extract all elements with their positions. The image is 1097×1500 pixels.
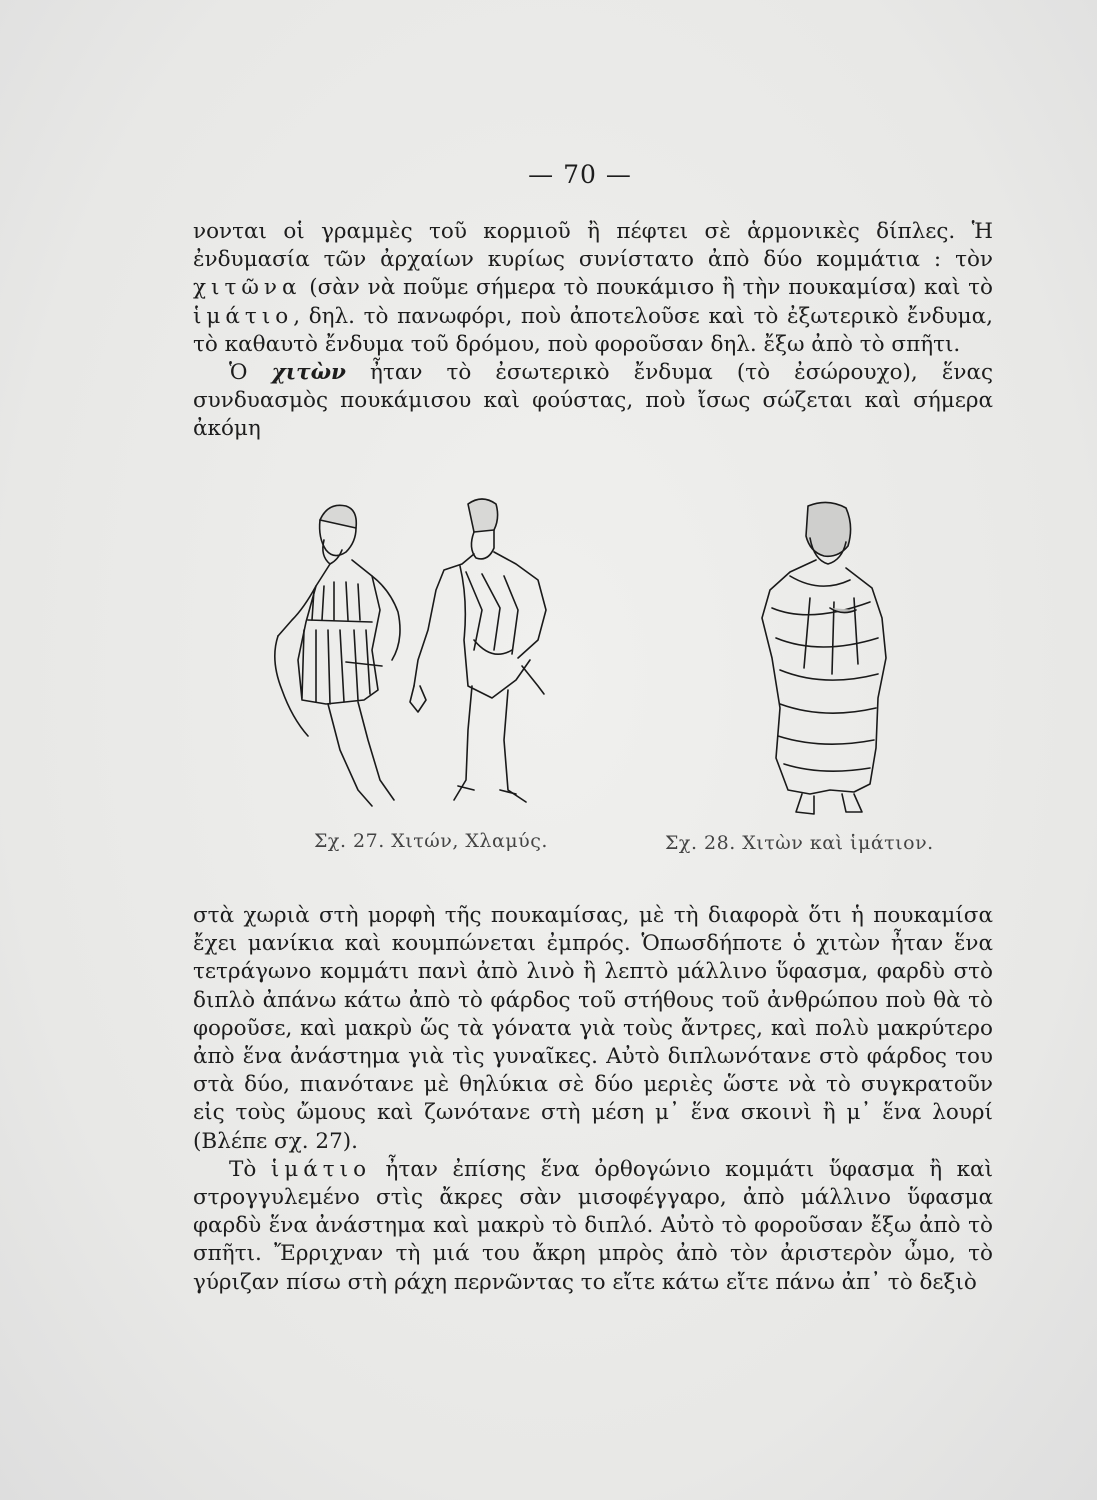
text-span: ἦταν ἐπίσης ἕνα ὀρθογώνιο κομμάτι ὕφασμα ἢ καὶ στρογγυλεμένο στὶς ἄκρες σὰν μισοφέγγαρο, ἀπὸ μάλλινο ὕφασμα φαρδὺ ἕνα ἀνάστημα καὶ μακρὺ τὸ διπλό. Αὐτὸ τὸ φοροῦσαν ἔξω ἀπὸ τὸ σπῆτι. Ἔρριχναν τὴ μιά του ἄκρη μπρὸς ἀπὸ τὸν ἀριστερὸν ὦμο, τὸ γύριζαν πίσω στὴ ράχη περνῶντας το εἴτε κάτω εἴτε πάνω ἀπ᾽ τὸ δεξιὸ xyxy=(193,1156,993,1295)
chiton-himation-drawing xyxy=(750,498,900,818)
chiton-chlamys-drawing xyxy=(268,490,558,820)
paragraph-himation xyxy=(193,1156,993,1297)
text-span: , δηλ. τὸ πανωφόρι, ποὺ ἀποτελοῦσε καὶ τὸ ἐξωτερικὸ ἔνδυμα, τὸ καθαυτὸ ἔνδυμα τοῦ δρόμου, ποὺ φοροῦσαν δηλ. ἔξω ἀπὸ τὸ σπῆτι. xyxy=(193,303,993,357)
figure-27-illustration xyxy=(268,490,558,820)
text-span: Ὁ xyxy=(229,360,272,386)
text-span: ἦταν τὸ ἐσωτερικὸ ἔνδυμα (τὸ ἐσώρουχο), ἕνας συνδυασμὸς πουκάμισου καὶ φούστας, ποὺ ἴσως σώζεται καὶ σήμερα ἀκόμη xyxy=(193,360,994,442)
text-span: Τὸ xyxy=(229,1156,271,1182)
bottom-text-block xyxy=(193,902,993,1297)
text-span: (σὰν νὰ ποῦμε σήμερα τὸ πουκάμισο ἢ τὴν πουκαμίσα) καὶ τὸ xyxy=(301,275,993,301)
figure-28-caption: Σχ. 28. Χιτὼν καὶ ἱμάτιον. xyxy=(665,832,934,854)
figure-28-illustration xyxy=(750,498,900,818)
term-chiton: χιτῶνα xyxy=(193,275,302,301)
page-number: — 70 — xyxy=(528,160,632,189)
paragraph-garments-intro xyxy=(193,218,993,359)
paragraph-chiton-continued: στὰ χωριὰ στὴ μορφὴ τῆς πουκαμίσας, μὲ τὴ διαφορὰ ὅτι ἡ πουκαμίσα ἔχει μανίκια καὶ κουμπώνεται ἐμπρός. Ὁπωσδήποτε ὁ χιτὼν ἦταν ἕνα τετράγωνο κομμάτι πανὶ ἀπὸ λινὸ ἢ λεπτὸ μάλλινο ὕφασμα, φαρδὺ στὸ διπλὸ ἀπάνω κάτω ἀπὸ τὸ φάρδος τοῦ στήθους τοῦ ἀνθρώπου ποὺ θὰ τὸ φοροῦσε, καὶ μακρὺ ὥς τὰ γόνατα γιὰ τοὺς ἄντρες, καὶ πολὺ μακρύτερο ἀπὸ ἕνα ἀνάστημα γιὰ τὶς γυναῖκες. Αὐτὸ διπλωνότανε στὸ φάρδος του στὰ δύο, πιανότανε μὲ θηλύκια σὲ δύο μεριὲς ὥστε νὰ τὸ συγκρατοῦν εἰς τοὺς ὤμους καὶ ζωνότανε στὴ μέση μ᾽ ἕνα σκοινὶ ἢ μ᾽ ἕνα λουρί (Βλέπε σχ. 27). xyxy=(193,903,993,1154)
text-span: νονται οἱ γραμμὲς τοῦ κορμιοῦ ἢ πέφτει σὲ ἁρμονικὲς δίπλες. Ἡ ἐνδυμασία τῶν ἀρχαίων κυρίως συνίστατο ἀπὸ δύο κομμάτια : τὸν xyxy=(193,219,993,273)
figure-27-caption: Σχ. 27. Χιτών, Χλαμύς. xyxy=(314,830,548,852)
top-text-block xyxy=(193,218,993,444)
paragraph-chiton xyxy=(193,359,993,444)
term-himation: ἱμάτιο xyxy=(193,303,294,329)
term-chiton-bold: χιτὼν xyxy=(271,360,346,386)
term-himation-2: ἱμάτιο xyxy=(270,1156,372,1182)
